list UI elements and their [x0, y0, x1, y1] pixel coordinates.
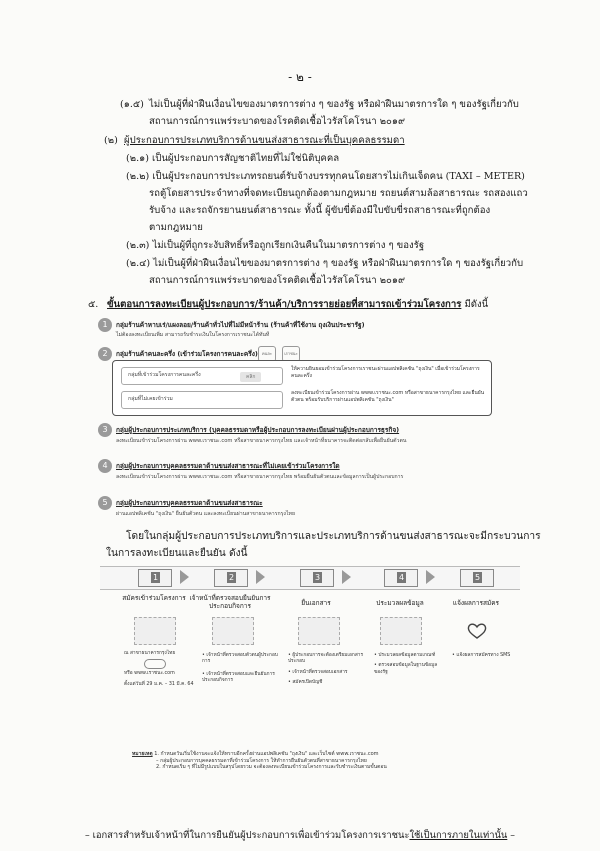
step-5-marker — [460, 569, 494, 587]
footer-underlined: ใช้เป็นการภายในเท่านั้น — [409, 830, 508, 841]
step-1-desc-2: หรือ www.เราชนะ.com — [124, 671, 175, 677]
group-4-note: ลงทะเบียนเข้าร่วมโครงการผ่าน www.เราชนะ.com หรือสาขาธนาคารกรุงไทย พร้อมยืนยันตัวตนและข้อมูลการเป็นผู้ประกอบการ — [116, 474, 404, 480]
row2-label: กลุ่มที่ไม่เคยเข้าร่วม — [128, 396, 173, 402]
rao-chana-logo: เราชนะ — [282, 346, 300, 362]
group-4-badge: 4 — [98, 459, 112, 473]
step-3-marker — [300, 569, 334, 587]
step-1-marker — [138, 569, 172, 587]
page-number: - ๒ - — [288, 70, 312, 84]
remarks-label: หมายเหตุ — [132, 751, 153, 757]
remarks-1b: – กลุ่มผู้ประกอบการบุคคลธรรมดาที่เข้าร่วมโครงการ ให้ทำการยืนยันตัวตนที่สาขาธนาคารกรุงไทย — [156, 757, 367, 764]
cond-2-2-line2: รถตู้โดยสารประจำทางที่จดทะเบียนถูกต้องตามกฎหมาย รถยนต์สามล้อสาธารณะ รถสองแถว — [149, 188, 528, 199]
remarks-1: 1. กำหนดวันเริ่มใช้งานจะแจ้งให้ทราบอีกครั้งผ่านแอปพลิเคชัน "ถุงเงิน" และเว็บไซต์ www.เราชนะ.com — [154, 751, 379, 757]
arrow-4-icon — [426, 570, 435, 584]
row1-label-box — [121, 367, 283, 385]
section-5-suffix: มีดังนี้ — [461, 299, 489, 310]
heart-logo-icon — [466, 622, 488, 640]
group-2-box — [112, 360, 492, 416]
footer-prefix: – เอกสารสำหรับเจ้าหน้าที่ในการยืนยันผู้ประกอบการเพื่อเข้าร่วมโครงการเราชนะ — [85, 830, 410, 841]
cond-1-5-number: (๑.๕) — [120, 99, 144, 110]
remarks — [132, 751, 532, 771]
step-2-number: 2 — [228, 573, 235, 582]
group-1-badge: 1 — [98, 318, 112, 332]
cond-2-2-line3: รับจ้าง และรถจักรยานยนต์สาธารณะ ทั้งนี้ ผู้ขับขี่ต้องมีใบขับขี่รถสาธารณะที่ถูกต้อง — [149, 205, 491, 216]
cond-1-5-line2: สถานการณ์การแพร่ระบาดของโรคติดเชื้อไวรัสโคโรนา ๒๐๑๙ — [149, 116, 406, 127]
step-1-title: สมัครเข้าร่วมโครงการ — [122, 594, 186, 602]
step-2-desc-1: • เจ้าหน้าที่ตรวจสอบตัวตนผู้ประกอบการ — [202, 653, 278, 665]
row1-click-button[interactable]: คลิก — [240, 372, 261, 382]
step-5-desc — [452, 653, 516, 659]
step-1-desc-3: ตั้งแต่วันที่ 29 ม.ค. – 31 มี.ค. 64 — [124, 681, 194, 687]
step-3-number: 3 — [314, 573, 321, 582]
group-1-note: ไม่ต้องลงทะเบียนเพิ่ม สามารถรับชำระเงินในโครงการเราชนะได้ทันที — [116, 332, 270, 338]
step-3-desc-1: • ผู้ประกอบการจะต้องเตรียมเอกสารประกอบ — [288, 653, 364, 665]
khon-la-khrueng-logo: คนละ — [258, 346, 276, 362]
step-4-title: ประมวลผลข้อมูล — [376, 599, 424, 607]
step-4-desc — [374, 653, 438, 676]
group-1-heading: กลุ่มร้านค้าหาบเร่/แผงลอย/ร้านค้าทั่วไปที่ไม่มีหน้าร้าน (ร้านค้าที่ใช้งาน ถุงเงินประชารัฐ) — [116, 321, 365, 329]
section-5-heading — [107, 298, 488, 311]
cond-2-4-line1: (๒.๔) ไม่เป็นผู้ที่ฝ่าฝืนเงื่อนไขของมาตรการต่าง ๆ ของรัฐ หรือฝ่าฝืนมาตรการใด ๆ ของรัฐเกี่ยวกับ — [126, 258, 524, 269]
cond-1-5-line1: ไม่เป็นผู้ที่ฝ่าฝืนเงื่อนไขของมาตรการต่าง ๆ ของรัฐ หรือฝ่าฝืนมาตรการใด ๆ ของรัฐเกี่ยวกับ — [149, 99, 519, 110]
row1-label: กลุ่มที่เข้าร่วมโครงการคนละครึ่ง — [128, 372, 201, 378]
arrow-2-icon — [256, 570, 265, 584]
intro-line2: ในการลงทะเบียนและยืนยัน ดังนี้ — [106, 548, 248, 559]
cond-2-heading: ผู้ประกอบการประเภทบริการด้านขนส่งสาธารณะที่เป็นบุคคลธรรมดา — [124, 135, 405, 146]
step-1-desc-1: ณ สาขาธนาคารกรุงไทย — [124, 651, 176, 656]
cond-2-1: (๒.๑) เป็นผู้ประกอบการสัญชาติไทยที่ไม่ใช่นิติบุคคล — [126, 153, 340, 164]
step-4-desc-1: • ประมวลผลข้อมูลตามเกณฑ์ — [374, 653, 436, 658]
step-5-title: แจ้งผลการสมัคร — [452, 599, 500, 607]
step-3-desc — [288, 653, 366, 687]
step-3-desc-2: • เจ้าหน้าที่ตรวจสอบเอกสาร — [288, 669, 348, 675]
cond-2-number: (๒) — [104, 135, 118, 146]
footer-suffix: – — [507, 830, 515, 841]
cond-2-4-line2: สถานการณ์การแพร่ระบาดของโรคติดเชื้อไวรัสโคโรนา ๒๐๑๙ — [149, 275, 406, 286]
group-5-heading: กลุ่มผู้ประกอบการบุคคลธรรมดาด้านขนส่งสาธารณะ — [116, 499, 263, 507]
processing-illustration — [380, 617, 422, 645]
step-4-desc-2: • ตรวจสอบข้อมูลในฐานข้อมูลของรัฐ — [374, 663, 438, 675]
step-4-marker — [384, 569, 418, 587]
rao-chana-small-logo-icon — [144, 659, 166, 669]
group-5-badge: 5 — [98, 496, 112, 510]
group-4-heading: กลุ่มผู้ประกอบการบุคคลธรรมดาด้านขนส่งสาธารณะที่ไม่เคยเข้าร่วมโครงการใด — [116, 462, 340, 470]
step-2-title: เจ้าหน้าที่ตรวจสอบยืนยันการประกอบกิจการ — [189, 594, 271, 610]
footer-note — [0, 828, 600, 843]
cond-2-2-line1: (๒.๒) เป็นผู้ประกอบการประเภทรถยนต์รับจ้างบรรทุกคนโดยสารไม่เกินเจ็ดคน (TAXI – METER) — [126, 171, 525, 182]
arrow-3-icon — [342, 570, 351, 584]
arrow-1-icon — [180, 570, 189, 584]
section-5-title: ขั้นตอนการลงทะเบียนผู้ประกอบการ/ร้านค้า/บริการรายย่อยที่สามารถเข้าร่วมโครงการ — [107, 299, 462, 310]
group-2-heading: กลุ่มร้านค้าคนละครึ่ง (เข้าร่วมโครงการคนละครึ่ง) — [116, 350, 258, 358]
step-5-desc-1: • แจ้งผลการสมัครทาง SMS — [452, 653, 511, 658]
step-3-desc-3: • สมัครเปิดบัญชี — [288, 680, 323, 686]
row2-label-box — [121, 391, 283, 409]
step-2-marker — [214, 569, 248, 587]
row2-text: ลงทะเบียนเข้าร่วมโครงการผ่าน www.เราชนะ.com หรือสาขาธนาคารกรุงไทย และยืนยันตัวตน พร้อมรับบริการผ่านแอปพลิเคชัน "ถุงเงิน" — [291, 390, 485, 403]
group-3-note: ลงทะเบียนเข้าร่วมโครงการผ่าน www.เราชนะ.com หรือสาขาธนาคารกรุงไทย และเจ้าหน้าที่ธนาคารจะติดต่อกลับเพื่อยืนยันตัวตน — [116, 438, 407, 444]
cond-2-2-line4: ตามกฎหมาย — [149, 222, 203, 233]
group-2-badge: 2 — [98, 347, 112, 361]
documents-illustration — [298, 617, 340, 645]
officer-illustration — [212, 617, 254, 645]
step-4-number: 4 — [398, 573, 405, 582]
group-3-badge: 3 — [98, 423, 112, 437]
step-1-number: 1 — [152, 573, 159, 582]
section-5-number: ๕. — [88, 299, 99, 310]
remarks-2: 2. กำหนดเริ่ม ๆ ที่ไม่มีรูปแบบในสรุปโดยรวม จะต้องลงทะเบียนเข้าร่วมโครงการและรับชำระเงินตามขั้นตอน — [156, 764, 387, 770]
group-5-note: ผ่านแอปพลิเคชัน "ถุงเงิน" ยืนยันตัวตน และลงทะเบียนผ่านสาขาธนาคารกรุงไทย — [116, 511, 296, 517]
step-2-desc-2: • เจ้าหน้าที่ตรวจสอบและยืนยันการประกอบกิจการ — [202, 671, 275, 684]
cond-2-3: (๒.๓) ไม่เป็นผู้ที่ถูกระงับสิทธิ์หรือถูกเรียกเงินคืนในมาตรการต่าง ๆ ของรัฐ — [126, 240, 425, 251]
group-3-heading: กลุ่มผู้ประกอบการประเภทบริการ (บุคคลธรรมดาหรือผู้ประกอบการลงทะเบียนผ่านผู้ประกอบการธุรกิจ) — [116, 426, 400, 434]
intro-line1: โดยในกลุ่มผู้ประกอบการประเภทบริการและประเภทบริการด้านขนส่งสาธารณะจะมีกระบวนการ — [126, 531, 541, 542]
row1-text: ให้ความยินยอมเข้าร่วมโครงการเราชนะผ่านแอปพลิเคชัน "ถุงเงิน" เมื่อเข้าร่วมโครงการคนละครึ่ง — [291, 366, 480, 379]
step-3-title: ยื่นเอกสาร — [301, 599, 331, 607]
step-1-desc — [124, 651, 194, 688]
step-2-desc — [202, 653, 280, 685]
bank-branch-illustration — [134, 617, 176, 645]
step-5-number: 5 — [474, 573, 481, 582]
